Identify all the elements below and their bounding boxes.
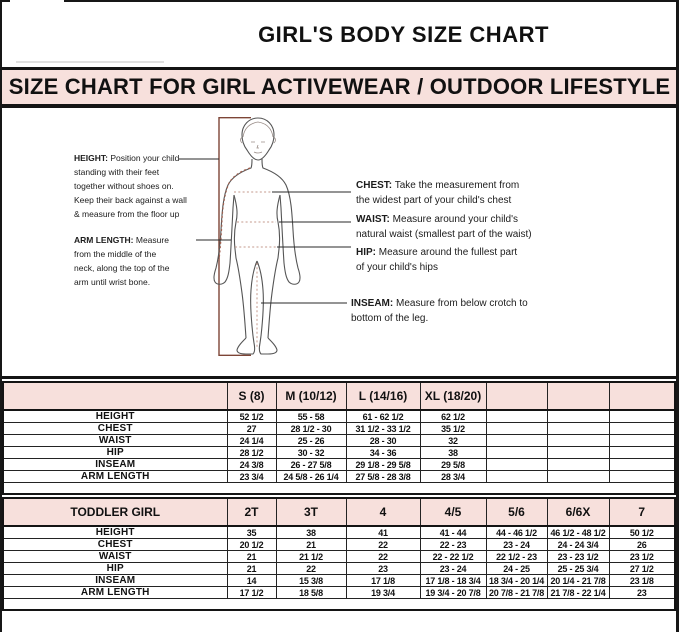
empty-cell [547,435,609,447]
table-row-arm-length [3,471,675,483]
blank-spacer-row [3,483,675,495]
scan-artifact-line [16,61,164,63]
size-value: 22 1/2 - 23 [486,551,547,563]
size-value: 19 3/4 - 20 7/8 [420,587,486,599]
row-label: HIP [3,563,227,575]
size-value: 21 1/2 [276,551,346,563]
size-value: 41 [346,526,420,539]
empty-cell [486,471,547,483]
girl-size-table [2,381,676,495]
table-row-inseam [3,575,675,587]
row-label: WAIST [3,435,227,447]
size-value: 29 1/8 - 29 5/8 [346,459,420,471]
empty-cell [609,410,675,423]
toddler-girl-header: TODDLER GIRL [3,498,227,526]
empty-cell [547,423,609,435]
size-value: 30 - 32 [276,447,346,459]
size-header-5-6: 5/6 [486,498,547,526]
girth-dotted-lines [234,192,278,348]
size-value: 27 [227,423,276,435]
empty-cell [609,447,675,459]
size-value: 32 [420,435,486,447]
size-value: 22 [276,563,346,575]
waist-note: WAIST: Measure around your child's natural waist (smallest part of the waist) [356,214,532,240]
size-value: 15 3/8 [276,575,346,587]
size-value: 17 1/8 - 18 3/4 [420,575,486,587]
size-value: 23 - 24 [486,539,547,551]
size-value: 23 - 24 [420,563,486,575]
size-value: 25 - 25 3/4 [547,563,609,575]
empty-cell [547,410,609,423]
size-value: 20 1/4 - 21 7/8 [547,575,609,587]
page-border-top [0,0,679,2]
table-row-chest [3,423,675,435]
size-value: 21 [227,551,276,563]
size-value: 17 1/8 [346,575,420,587]
empty-cell [609,435,675,447]
size-header-3t: 3T [276,498,346,526]
size-value: 23 1/2 [609,551,675,563]
height-note: HEIGHT: Position your child standing with their feet together without shoes on. Keep their back against a wall & measure from the floor up [74,153,187,219]
size-value: 38 [420,447,486,459]
size-value: 28 - 30 [346,435,420,447]
table-row-hip [3,447,675,459]
size-value: 35 [227,526,276,539]
table-row-height [3,526,675,539]
empty-header-cell [609,382,675,410]
empty-header-cell [486,382,547,410]
banner-text: SIZE CHART FOR GIRL ACTIVEWEAR / OUTDOOR LIFESTYLE [8,74,671,99]
table-row-height [3,410,675,423]
empty-cell [609,459,675,471]
size-value: 21 7/8 - 22 1/4 [547,587,609,599]
empty-cell [609,471,675,483]
size-value: 14 [227,575,276,587]
size-header-l: L (14/16) [346,382,420,410]
size-value: 50 1/2 [609,526,675,539]
page-title: GIRL'S BODY SIZE CHART [258,21,549,47]
row-label: INSEAM [3,459,227,471]
row-label: CHEST [3,423,227,435]
table-row-waist [3,435,675,447]
scan-artifact-notch [10,0,64,4]
size-value: 23 1/8 [609,575,675,587]
size-value: 34 - 36 [346,447,420,459]
size-value: 28 1/2 - 30 [276,423,346,435]
empty-cell [486,459,547,471]
row-label: ARM LENGTH [3,471,227,483]
size-value: 25 - 26 [276,435,346,447]
row-label: HEIGHT [3,526,227,539]
row-label: HIP [3,447,227,459]
size-value: 24 - 24 3/4 [547,539,609,551]
toddler-header-row [3,498,675,526]
empty-cell [609,423,675,435]
size-value: 26 [609,539,675,551]
page-border-left [0,0,2,632]
size-value: 62 1/2 [420,410,486,423]
size-value: 24 3/8 [227,459,276,471]
size-value: 29 5/8 [420,459,486,471]
hip-note-label: HIP: [356,247,376,258]
size-value: 61 - 62 1/2 [346,410,420,423]
size-header-2t: 2T [227,498,276,526]
size-value: 22 - 22 1/2 [420,551,486,563]
size-value: 55 - 58 [276,410,346,423]
height-note-label: HEIGHT: [74,153,108,163]
chest-note: CHEST: Take the measurement from the widest part of your child's chest [356,180,520,206]
size-value: 23 [609,587,675,599]
size-value: 18 3/4 - 20 1/4 [486,575,547,587]
size-header-xl: XL (18/20) [420,382,486,410]
table-row-waist [3,551,675,563]
size-value: 46 1/2 - 48 1/2 [547,526,609,539]
size-value: 52 1/2 [227,410,276,423]
size-header-4-5: 4/5 [420,498,486,526]
size-value: 22 [346,539,420,551]
size-header-7: 7 [609,498,675,526]
empty-cell [486,410,547,423]
girl-size-header-row [3,382,675,410]
size-header-m: M (10/12) [276,382,346,410]
size-value: 23 - 23 1/2 [547,551,609,563]
size-value: 38 [276,526,346,539]
table-row-arm-length [3,587,675,599]
size-value: 31 1/2 - 33 1/2 [346,423,420,435]
empty-cell [547,459,609,471]
size-value: 21 [227,563,276,575]
table-row-inseam [3,459,675,471]
arm-length-note: ARM LENGTH: Measure from the middle of the neck, along the top of the arm until wrist bone. [74,235,170,287]
size-header-s: S (8) [227,382,276,410]
size-value: 24 - 25 [486,563,547,575]
size-value: 24 5/8 - 26 1/4 [276,471,346,483]
size-value: 24 1/4 [227,435,276,447]
size-value: 27 5/8 - 28 3/8 [346,471,420,483]
size-value: 23 3/4 [227,471,276,483]
size-value: 22 [346,551,420,563]
size-value: 35 1/2 [420,423,486,435]
inseam-note-label: INSEAM: [351,298,394,309]
empty-header-cell [547,382,609,410]
waist-note-label: WAIST: [356,214,390,225]
size-value: 19 3/4 [346,587,420,599]
title-section [0,2,679,70]
toddler-size-table [2,497,676,611]
row-label: HEIGHT [3,410,227,423]
size-value: 22 - 23 [420,539,486,551]
empty-cell [547,471,609,483]
blank-spacer-row [3,599,675,611]
size-value: 27 1/2 [609,563,675,575]
size-value: 26 - 27 5/8 [276,459,346,471]
corner-header-cell [3,382,227,410]
empty-cell [547,447,609,459]
height-measure-line [219,117,251,356]
size-value: 44 - 46 1/2 [486,526,547,539]
size-value: 21 [276,539,346,551]
banner [0,70,679,108]
table-row-chest [3,539,675,551]
size-value: 20 1/2 [227,539,276,551]
empty-cell [486,447,547,459]
size-value: 20 7/8 - 21 7/8 [486,587,547,599]
row-label: INSEAM [3,575,227,587]
annotation-leader-lines [179,159,351,303]
hip-note: HIP: Measure around the fullest part of your child's hips [356,247,518,273]
row-label: ARM LENGTH [3,587,227,599]
measurement-diagram [0,108,679,379]
arm-length-note-label: ARM LENGTH: [74,235,134,245]
table-row-hip [3,563,675,575]
row-label: WAIST [3,551,227,563]
size-header-4: 4 [346,498,420,526]
size-value: 17 1/2 [227,587,276,599]
inseam-note: INSEAM: Measure from below crotch to bottom of the leg. [351,298,528,324]
empty-cell [486,435,547,447]
size-value: 28 1/2 [227,447,276,459]
size-value: 28 3/4 [420,471,486,483]
size-value: 41 - 44 [420,526,486,539]
row-label: CHEST [3,539,227,551]
size-value: 23 [346,563,420,575]
empty-cell [486,423,547,435]
size-header-6-6x: 6/6X [547,498,609,526]
figure-head [242,118,274,160]
size-value: 18 5/8 [276,587,346,599]
chest-note-label: CHEST: [356,180,393,191]
